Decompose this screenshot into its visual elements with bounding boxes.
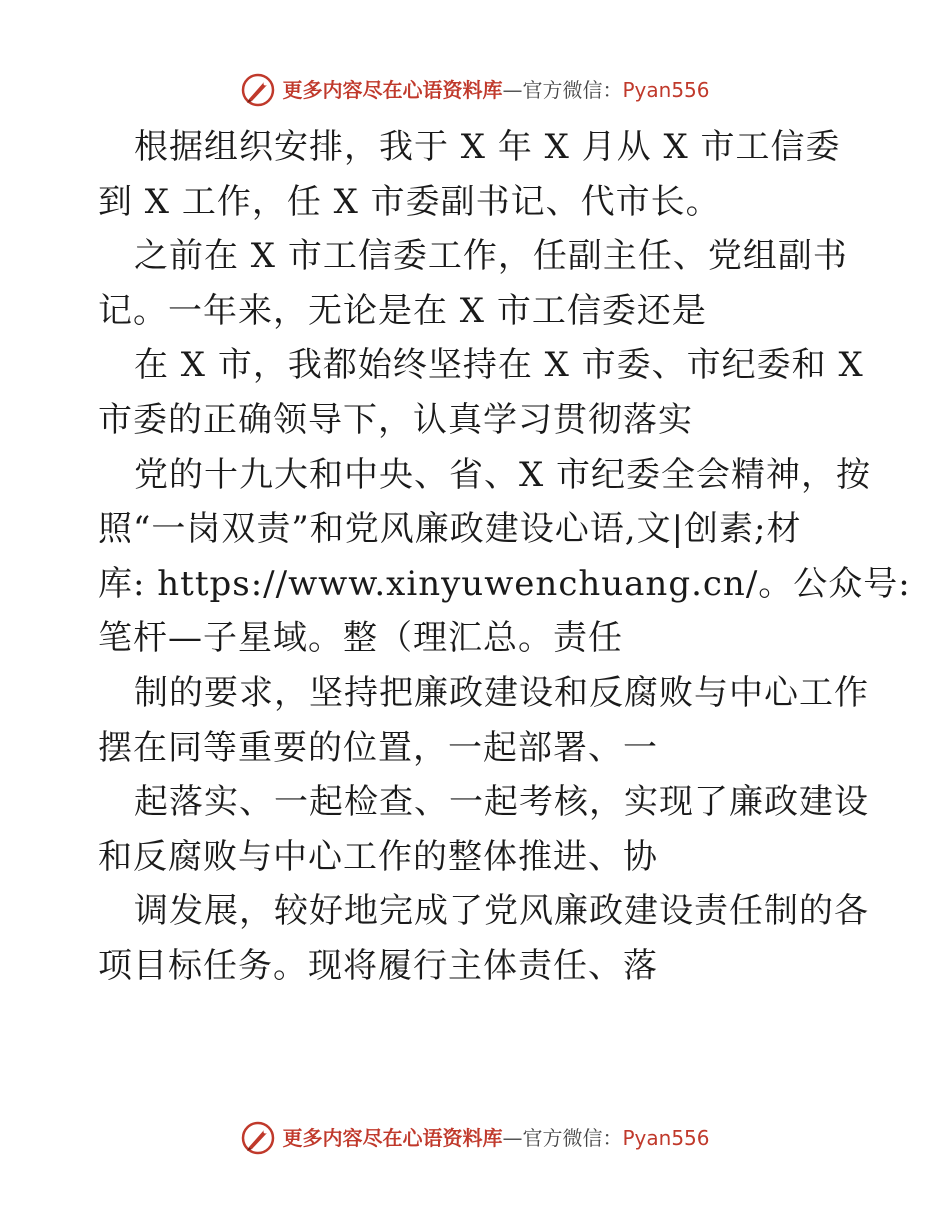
footer-banner — [0, 1118, 950, 1158]
banner-brand: 更多内容尽在心语资料库 — [282, 78, 503, 102]
banner-separator: — — [502, 1126, 523, 1150]
banner-separator: — — [502, 78, 523, 102]
text-line: 之前在 X 市工信委工作，任副主任、党组副书 — [134, 236, 848, 277]
quill-pen-logo-icon — [240, 72, 276, 108]
text-line: 制的要求，坚持把廉政建设和反腐败与中心工作 — [134, 672, 869, 713]
text-line: 照“一岗双责”和党风廉政建设心语,文|创素;材 — [98, 509, 802, 550]
banner-brand: 更多内容尽在心语资料库 — [282, 1126, 503, 1150]
text-line: 根据组织安排，我于 X 年 X 月从 X 市工信委 — [134, 127, 841, 167]
document-body — [98, 120, 911, 994]
text-line: 到 X 工作，任 X 市委副书记、代市长。 — [98, 181, 721, 222]
text-line: 库: https://www.xinyuwenchuang.cn/。公众号: — [98, 563, 911, 604]
text-line: 项目标任务。现将履行主体责任、落 — [98, 945, 658, 986]
banner-wechat-id: Pyan556 — [622, 1126, 710, 1150]
text-line: 和反腐败与中心工作的整体推进、协 — [98, 836, 658, 877]
text-line: 调发展，较好地完成了党风廉政建设责任制的各 — [134, 891, 869, 932]
banner-text — [282, 1118, 709, 1158]
text-line: 党的十九大和中央、省、X 市纪委全会精神，按 — [134, 454, 872, 495]
header-banner — [0, 70, 950, 110]
text-line: 笔杆—子星域。整（理汇总。责任 — [98, 618, 623, 659]
banner-wechat-label: 官方微信： — [522, 78, 623, 102]
banner-wechat-label: 官方微信： — [522, 1126, 623, 1150]
banner-wechat-id: Pyan556 — [622, 78, 710, 102]
text-line: 市委的正确领导下，认真学习贯彻落实 — [98, 399, 693, 440]
text-line: 起落实、一起检查、一起考核，实现了廉政建设 — [134, 782, 869, 823]
text-line: 记。一年来，无论是在 X 市工信委还是 — [98, 290, 707, 331]
quill-pen-logo-icon — [240, 1120, 276, 1156]
text-line: 在 X 市，我都始终坚持在 X 市委、市纪委和 X — [134, 345, 864, 386]
text-line: 摆在同等重要的位置，一起部署、一 — [98, 727, 658, 768]
banner-text — [282, 70, 709, 110]
